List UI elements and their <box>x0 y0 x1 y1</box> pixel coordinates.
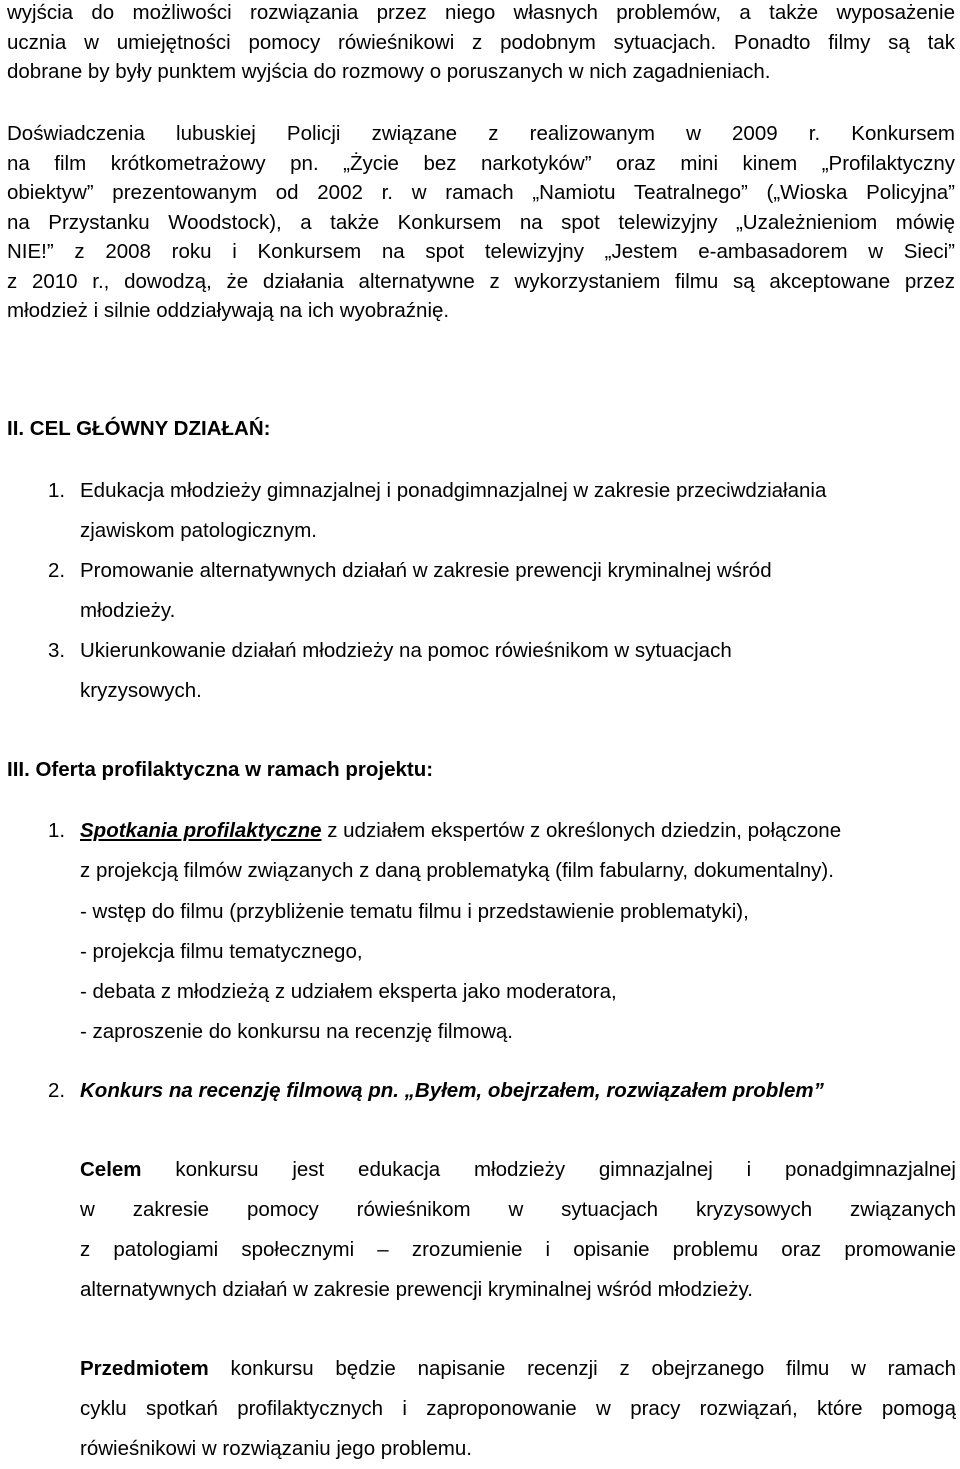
list-number: 2. <box>48 559 66 582</box>
dash-item: - wstęp do filmu (przybliżenie tematu filmu i przedstawienie problematyki), <box>80 900 749 923</box>
experience-paragraph <box>7 119 955 326</box>
dash-item: - projekcja filmu tematycznego, <box>80 940 363 963</box>
text-line: Przedmiotem konkursu będzie napisanie recenzji z obejrzanego filmu w ramach <box>80 1357 956 1380</box>
text-line: ucznia w umiejętności pomocy rówieśnikowi z podobnym sytuacjach. Ponadto filmy są tak <box>7 30 955 54</box>
goal-item-3 <box>49 631 929 711</box>
text-line: cyklu spotkań profilaktycznych i zaproponowanie w pracy rozwiązań, które pomogą <box>80 1397 956 1420</box>
text-line: z 2010 r., dowodzą, że działania alternatywne z wykorzystaniem filmu są akceptowane przez <box>7 269 955 293</box>
text-line: kryzysowych. <box>80 679 202 702</box>
dash-item: - debata z młodzieżą z udziałem eksperta jako moderatora, <box>80 980 617 1003</box>
bold-lead: Przedmiotem <box>80 1357 209 1380</box>
text-line: na film krótkometrażowy pn. „Życie bez narkotyków” oraz mini kinem „Profilaktyczny <box>7 151 955 175</box>
goal-item-1 <box>49 471 929 551</box>
text-line: młodzież i silnie oddziaływają na ich wyobraźnię. <box>7 299 450 322</box>
intro-paragraph <box>7 0 955 87</box>
text-line: Doświadczenia lubuskiej Policji związane z realizowanym w 2009 r. Konkursem <box>7 122 955 145</box>
text-line: młodzieży. <box>80 599 176 622</box>
text-line: alternatywnych działań w zakresie prewencji kryminalnej wśród młodzieży. <box>80 1278 753 1301</box>
text-line: Spotkania profilaktyczne z udziałem ekspertów z określonych dziedzin, połączone <box>80 819 842 842</box>
section-heading-main-goal: II. CEL GŁÓWNY DZIAŁAŃ: <box>7 417 271 440</box>
list-number: 1. <box>48 479 66 502</box>
goal-item-2 <box>49 551 929 631</box>
text-line: z patologiami społecznymi – zrozumienie i opisanie problemu oraz promowanie <box>80 1238 956 1261</box>
list-number: 2. <box>48 1079 66 1102</box>
contest-goal-paragraph <box>80 1150 956 1310</box>
bold-lead: Celem <box>80 1158 142 1181</box>
list-number: 1. <box>48 819 66 842</box>
dash-item: - zaproszenie do konkursu na recenzję filmową. <box>80 1020 513 1043</box>
list-number: 3. <box>48 639 66 662</box>
offer-item-1 <box>49 811 929 891</box>
text-line: obiektyw” prezentowanym od 2002 r. w ramach „Namiotu Teatralnego” („Wioska Policyjna” <box>7 181 955 204</box>
text-line: Edukacja młodzieży gimnazjalnej i ponadgimnazjalnej w zakresie przeciwdziałania <box>80 479 827 502</box>
offer-item-2 <box>49 1071 929 1111</box>
text-line: Promowanie alternatywnych działań w zakresie prewencji kryminalnej wśród <box>80 559 772 582</box>
text-line: na Przystanku Woodstock), a także Konkursem na spot telewizyjny „Uzależnieniom mówię <box>7 210 955 234</box>
text-line: w zakresie pomocy rówieśnikom w sytuacjach kryzysowych związanych <box>80 1198 956 1221</box>
text-line: Ukierunkowanie działań młodzieży na pomoc rówieśnikom w sytuacjach <box>80 639 732 662</box>
contest-subject-paragraph <box>80 1349 956 1469</box>
offer-title-contest: Konkurs na recenzję filmową pn. „Byłem, obejrzałem, rozwiązałem problem” <box>80 1079 824 1102</box>
text-line: rówieśnikowi w rozwiązaniu jego problemu. <box>80 1437 472 1460</box>
text-line: wyjścia do możliwości rozwiązania przez niego własnych problemów, a także wyposażenie <box>7 1 955 24</box>
text-line: zjawiskom patologicznym. <box>80 519 317 542</box>
section-heading-offer: III. Oferta profilaktyczna w ramach projektu: <box>7 758 434 781</box>
text-line: NIE!” z 2008 roku i Konkursem na spot telewizyjny „Jestem e-ambasadorem w Sieci” <box>7 240 955 263</box>
text-line: z projekcją filmów związanych z daną problematyką (film fabularny, dokumentalny). <box>80 859 834 882</box>
offer-title-meetings: Spotkania profilaktyczne <box>80 819 322 842</box>
text-line: dobrane by były punktem wyjścia do rozmowy o poruszanych w nich zagadnieniach. <box>7 60 771 83</box>
text-line: Celem konkursu jest edukacja młodzieży gimnazjalnej i ponadgimnazjalnej <box>80 1158 956 1181</box>
